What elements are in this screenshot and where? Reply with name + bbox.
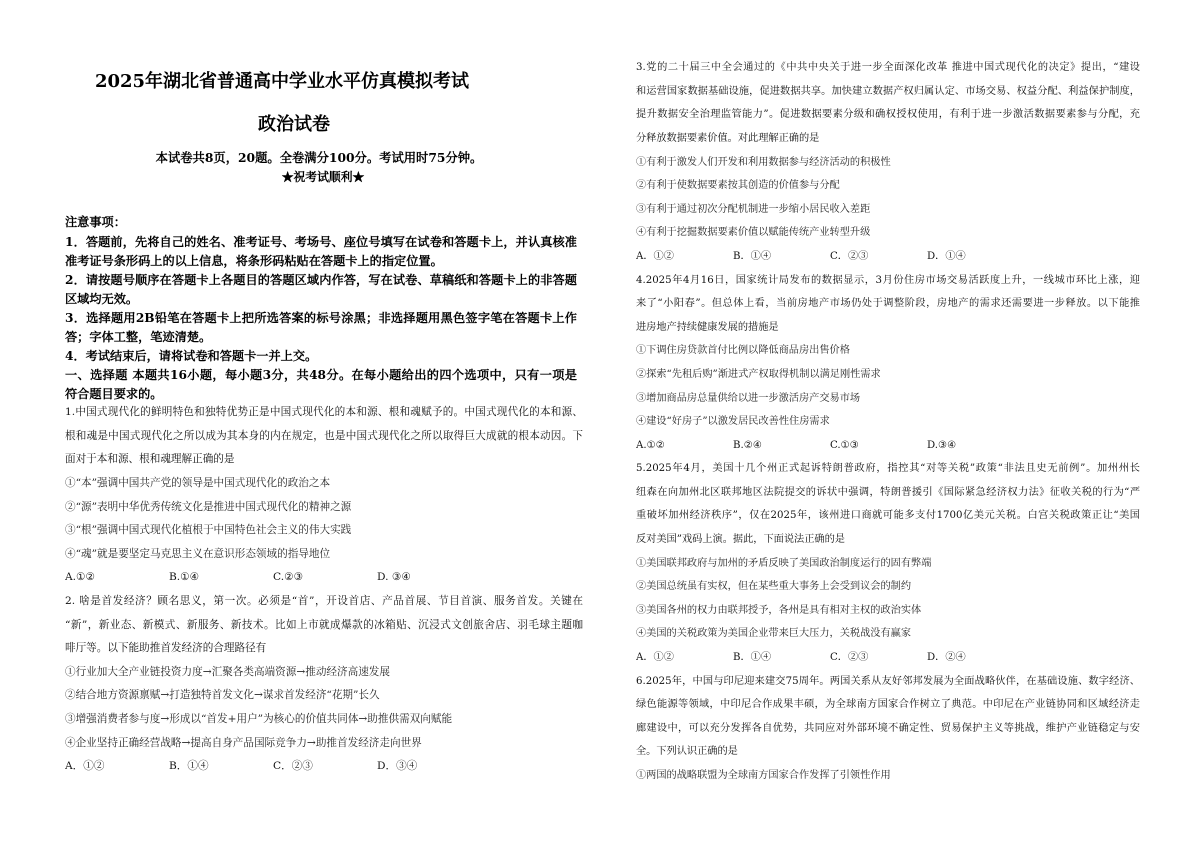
- question-stem: [65, 590, 583, 661]
- stem-line: 绿色能源等领域，中印尼合作成果丰硕，为全球南方国家合作树立了典范。中印尼在产业链协同和区域经济走: [636, 699, 1140, 711]
- stem-line: 进房地产持续健康发展的措施是: [636, 321, 779, 333]
- choice-b: B．①④: [733, 250, 772, 262]
- stem-line: 2. 啥是首发经济？顾名思义，第一次。必须是“首”，开设首店、产品首展、节目首演、服务首发。关键在: [65, 594, 583, 607]
- notes-line: 2．请按题号顺序在答题卡上各题目的答题区域内作答，写在试卷、草稿纸和答题卡上的非答题: [65, 273, 577, 288]
- notes-line: 答；字体工整，笔迹清楚。: [65, 329, 212, 344]
- stem-line: 分释放数据要素价值。对此理解正确的是: [636, 132, 820, 144]
- choice-d: D．②④: [927, 652, 966, 664]
- choice-d: D．①④: [927, 250, 966, 262]
- choice-b: B.②④: [733, 439, 762, 451]
- choice-c: C.①③: [830, 439, 859, 451]
- question-stem: [65, 401, 583, 472]
- option-line: ④有利于挖掘数据要素价值以赋能传统产业转型升级: [636, 227, 871, 239]
- question-options: [636, 764, 1140, 788]
- stem-line: 反对美国”戏码上演。据此，下面说法正确的是: [636, 534, 845, 546]
- choice-a: A．①②: [636, 250, 674, 262]
- option-line: ②结合地方资源禀赋→打造独特首发文化→谋求首发经济“花期”长久: [65, 689, 380, 702]
- notes-line: 1．答题前，先将自己的姓名、准考证号、考场号、座位号填写在试卷和答题卡上，并认真核准: [65, 235, 577, 250]
- option-line: ①下调住房贷款首付比例以降低商品房出售价格: [636, 345, 850, 357]
- option-line: ①行业加大全产业链投资力度→汇聚各类高端资源→推动经济高速发展: [65, 665, 390, 678]
- choice-c: C．②③: [830, 250, 869, 262]
- question-stem: [636, 56, 1140, 150]
- left-column-questions: [65, 401, 583, 779]
- notes-heading: 注意事项：: [65, 214, 126, 229]
- answer-choices: [636, 245, 1140, 269]
- choice-c: C.②③: [273, 571, 304, 584]
- stem-line: 5.2025年4月，美国十几个州正式起诉特朗普政府，指控其“对等关税”政策“非法且史无前例”。加州州长: [636, 463, 1140, 475]
- option-line: ②“源”表明中华优秀传统文化是推进中国式现代化的精神之源: [65, 500, 352, 513]
- notes-item-1: [65, 233, 577, 271]
- stem-line: 廊建设中，可以充分发挥各自优势，共同应对外部环境不确定性、贸易保护主义等挑战，维护产业链稳定与安: [636, 722, 1140, 734]
- right-column-questions: [636, 56, 1140, 787]
- stem-line: 啡厅等。以下能助推首发经济的合理路径有: [65, 642, 267, 655]
- answer-choices: [65, 755, 583, 779]
- option-line: ③美国各州的权力由联邦授予，各州是具有相对主权的政治实体: [636, 604, 922, 616]
- choice-d: D.③④: [927, 439, 957, 451]
- stem-line: 提升数据安全治理监管能力”。促进数据要素分级和确权授权使用，有利于进一步激活数据要素参与分配，充: [636, 109, 1140, 121]
- option-line: ①有利于激发人们开发和利用数据参与经济活动的积极性: [636, 156, 891, 168]
- choice-a: A．①②: [65, 760, 105, 773]
- option-line: ④企业坚持正确经营战略→提高自身产品国际竞争力→助推首发经济走向世界: [65, 736, 422, 749]
- stem-line: 重破坏加州经济秩序”，仅在2025年，该州进口商就可能多支付1700亿美元关税。白宫关税政策正让“美国: [636, 510, 1140, 522]
- option-line: ③增加商品房总量供给以进一步激活房产交易市场: [636, 392, 861, 404]
- option-line: ②有利于使数据要素按其创造的价值参与分配: [636, 180, 840, 192]
- notes-item-3: [65, 309, 577, 347]
- stem-line: “新”，新业态、新模式、新服务、新技术。比如上市就成爆款的冰箱贴、沉浸式文创旅舍店、羽毛球主题咖: [65, 618, 583, 631]
- notes-line: 3．选择题用2B铅笔在答题卡上把所选答案的标号涂黑；非选择题用黑色签字笔在答题卡上作: [65, 310, 577, 325]
- choice-c: C．②③: [273, 760, 313, 773]
- option-line: ④美国的关税政策为美国企业带来巨大压力，关税战没有赢家: [636, 628, 912, 640]
- question-options: [636, 552, 1140, 646]
- section-heading: [65, 366, 577, 404]
- exam-notes: [65, 213, 577, 404]
- choice-b: B.①④: [169, 571, 200, 584]
- notes-line: 准考证号条形码上的以上信息，将条形码粘贴在答题卡上的指定位置。: [65, 254, 443, 269]
- stem-line: 纽森在向加州北区联邦地区法院提交的诉状中强调，特朗普援引《国际紧急经济权力法》征收关税的行为“严: [636, 486, 1140, 498]
- exam-subject: 政治试卷: [258, 114, 330, 135]
- stem-line: 3.党的二十届三中全会通过的《中共中央关于进一步全面深化改革 推进中国式现代化的决定》提出，“建设: [636, 62, 1140, 74]
- option-line: ④建设“好房子”以激发居民改善性住房需求: [636, 416, 830, 428]
- question-options: [65, 472, 583, 566]
- choice-b: B．①④: [733, 652, 772, 664]
- option-line: ②探索“先租后购”渐进式产权取得机制以满足刚性需求: [636, 368, 881, 380]
- section-line: 符合题目要求的。: [65, 386, 163, 401]
- stem-line: 全。下列认识正确的是: [636, 746, 738, 758]
- notes-line: 4．考试结束后，请将试卷和答题卡一并上交。: [65, 348, 318, 363]
- option-line: ①“本”强调中国共产党的领导是中国式现代化的政治之本: [65, 476, 331, 489]
- option-line: ③增强消费者参与度→形成以“首发+用户”为核心的价值共同体→助推供需双向赋能: [65, 712, 453, 725]
- question-4: [636, 269, 1140, 458]
- question-stem: [636, 457, 1140, 551]
- question-options: [636, 339, 1140, 433]
- stem-line: 来了“小阳春”。但总体上看，当前房地产市场仍处于调整阶段，房地产的需求还需要进一步释放。以下能推: [636, 298, 1140, 310]
- section-line: 一、选择题 本题共16小题，每小题3分，共48分。在每小题给出的四个选项中，只有一项是: [65, 367, 577, 382]
- answer-choices: [636, 434, 1140, 458]
- option-line: ④“魂”就是要坚定马克思主义在意识形态领域的指导地位: [65, 547, 331, 560]
- stem-line: 根和魂是中国式现代化之所以成为其本身的内在规定，也是中国式现代化之所以取得巨大成就的根本动因。下: [65, 429, 583, 442]
- option-line: ③“根”强调中国式现代化植根于中国特色社会主义的伟大实践: [65, 524, 352, 537]
- option-line: ①美国联邦政府与加州的矛盾反映了美国政治制度运行的固有弊端: [636, 557, 932, 569]
- notes-item-2: [65, 271, 577, 309]
- notes-line: 区域均无效。: [65, 292, 139, 307]
- notes-item-4: [65, 347, 577, 366]
- exam-info: 本试卷共8页，20题。全卷满分100分。考试用时75分钟。: [155, 150, 483, 165]
- answer-choices: [636, 646, 1140, 670]
- choice-d: D. ③④: [377, 571, 411, 584]
- option-line: ③有利于通过初次分配机制进一步缩小居民收入差距: [636, 203, 871, 215]
- option-line: ②美国总统虽有实权，但在某些重大事务上会受到议会的制约: [636, 581, 912, 593]
- question-2: [65, 590, 583, 779]
- question-options: [65, 661, 583, 755]
- answer-choices: [65, 566, 583, 590]
- stem-line: 和运营国家数据基础设施，促进数据共享。加快建立数据产权归属认定、市场交易、权益分配、利益保护制度，: [636, 85, 1140, 97]
- question-stem: [636, 670, 1140, 764]
- exam-wish: ★祝考试顺利★: [281, 170, 365, 184]
- stem-line: 1.中国式现代化的鲜明特色和独特优势正是中国式现代化的本和源、根和魂赋予的。中国式现代化的本和源、: [65, 406, 583, 419]
- option-line: ①两国的战略联盟为全球南方国家合作发挥了引领性作用: [636, 770, 891, 781]
- stem-line: 面对于本和源、根和魂理解正确的是: [65, 453, 235, 466]
- choice-a: A.①②: [636, 439, 665, 451]
- choice-a: A.①②: [65, 571, 96, 584]
- question-5: [636, 457, 1140, 669]
- question-1: [65, 401, 583, 590]
- question-options: [636, 151, 1140, 245]
- question-3: [636, 56, 1140, 268]
- stem-line: 6.2025年，中国与印尼迎来建交75周年。两国关系从友好邻邦发展为全面战略伙伴，在基础设施、数字经济、: [636, 675, 1140, 687]
- choice-b: B．①④: [169, 760, 209, 773]
- choice-a: A．①②: [636, 652, 674, 664]
- stem-line: 4.2025年4月16日，国家统计局发布的数据显示，3月份住房市场交易活跃度上升，一线城市环比上涨，迎: [636, 274, 1140, 286]
- question-stem: [636, 269, 1140, 340]
- choice-d: D．③④: [377, 760, 418, 773]
- exam-title: 2025年湖北省普通高中学业水平仿真模拟考试: [94, 71, 470, 92]
- question-6: [636, 670, 1140, 788]
- choice-c: C．②③: [830, 652, 869, 664]
